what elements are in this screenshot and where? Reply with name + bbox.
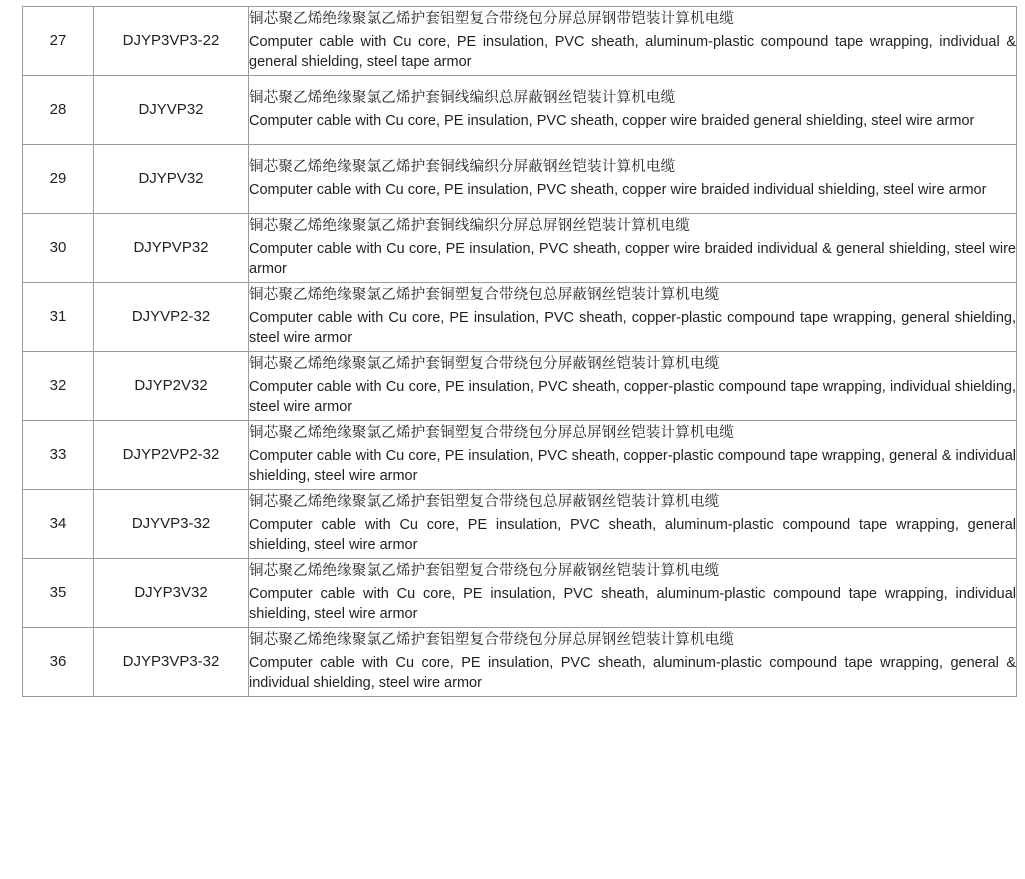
cell-description	[249, 214, 1017, 283]
cell-no: 30	[23, 214, 94, 283]
description-english: Computer cable with Cu core, PE insulation, PVC sheath, aluminum-plastic compound tape wrapping, general & individual shielding, steel wire armor	[249, 654, 1016, 692]
table-row	[23, 76, 1017, 145]
cell-model: DJYVP32	[94, 76, 249, 145]
description-chinese: 铜芯聚乙烯绝缘聚氯乙烯护套铝塑复合带绕包总屏蔽钢丝铠装计算机电缆	[249, 494, 720, 511]
description-chinese: 铜芯聚乙烯绝缘聚氯乙烯护套铜塑复合带绕包分屏总屏钢丝铠装计算机电缆	[249, 425, 735, 442]
cell-no: 31	[23, 283, 94, 352]
description-chinese: 铜芯聚乙烯绝缘聚氯乙烯护套铜塑复合带绕包分屏蔽钢丝铠装计算机电缆	[249, 356, 720, 373]
cell-no: 36	[23, 628, 94, 697]
table-body	[23, 7, 1017, 697]
description-english: Computer cable with Cu core, PE insulation, PVC sheath, copper wire braided individual & general shielding, steel wire armor	[249, 240, 1016, 278]
cell-model: DJYPV32	[94, 145, 249, 214]
cell-description	[249, 76, 1017, 145]
cell-model: DJYPVP32	[94, 214, 249, 283]
description-chinese: 铜芯聚乙烯绝缘聚氯乙烯护套铜线编织分屏总屏钢丝铠装计算机电缆	[249, 218, 690, 235]
description-chinese: 铜芯聚乙烯绝缘聚氯乙烯护套铜塑复合带绕包总屏蔽钢丝铠装计算机电缆	[249, 287, 720, 304]
table-row	[23, 214, 1017, 283]
cable-spec-table	[22, 6, 1017, 697]
table-row	[23, 490, 1017, 559]
table-row	[23, 7, 1017, 76]
description-chinese: 铜芯聚乙烯绝缘聚氯乙烯护套铝塑复合带绕包分屏总屏钢带铠装计算机电缆	[249, 11, 735, 28]
description-english: Computer cable with Cu core, PE insulation, PVC sheath, copper-plastic compound tape wrapping, general & individual shielding, steel wire armor	[249, 447, 1016, 485]
cell-no: 28	[23, 76, 94, 145]
description-english: Computer cable with Cu core, PE insulation, PVC sheath, copper wire braided individual shielding, steel wire armor	[249, 182, 987, 199]
description-english: Computer cable with Cu core, PE insulation, PVC sheath, aluminum-plastic compound tape wrapping, general shielding, steel wire armor	[249, 516, 1016, 554]
cell-no: 33	[23, 421, 94, 490]
description-english: Computer cable with Cu core, PE insulation, PVC sheath, aluminum-plastic compound tape wrapping, individual & general shielding, steel tape armor	[249, 33, 1016, 71]
cell-model: DJYP2VP2-32	[94, 421, 249, 490]
cell-description	[249, 559, 1017, 628]
cell-model: DJYVP2-32	[94, 283, 249, 352]
description-english: Computer cable with Cu core, PE insulation, PVC sheath, copper wire braided general shielding, steel wire armor	[249, 113, 975, 130]
description-english: Computer cable with Cu core, PE insulation, PVC sheath, aluminum-plastic compound tape wrapping, individual shielding, steel wire armor	[249, 585, 1016, 623]
cell-model: DJYVP3-32	[94, 490, 249, 559]
cell-description	[249, 7, 1017, 76]
description-chinese: 铜芯聚乙烯绝缘聚氯乙烯护套铝塑复合带绕包分屏总屏钢丝铠装计算机电缆	[249, 632, 735, 649]
cell-description	[249, 628, 1017, 697]
table-row	[23, 283, 1017, 352]
table-row	[23, 352, 1017, 421]
table-row	[23, 559, 1017, 628]
cell-description	[249, 283, 1017, 352]
description-chinese: 铜芯聚乙烯绝缘聚氯乙烯护套铜线编织总屏蔽钢丝铠装计算机电缆	[249, 90, 676, 107]
cell-description	[249, 145, 1017, 214]
description-chinese: 铜芯聚乙烯绝缘聚氯乙烯护套铜线编织分屏蔽钢丝铠装计算机电缆	[249, 159, 676, 176]
description-english: Computer cable with Cu core, PE insulation, PVC sheath, copper-plastic compound tape wrapping, general shielding, steel wire armor	[249, 309, 1016, 347]
cell-model: DJYP3VP3-32	[94, 628, 249, 697]
description-chinese: 铜芯聚乙烯绝缘聚氯乙烯护套铝塑复合带绕包分屏蔽钢丝铠装计算机电缆	[249, 563, 720, 580]
cell-description	[249, 421, 1017, 490]
cell-no: 34	[23, 490, 94, 559]
cell-model: DJYP3V32	[94, 559, 249, 628]
cell-description	[249, 352, 1017, 421]
table-row	[23, 628, 1017, 697]
description-english: Computer cable with Cu core, PE insulation, PVC sheath, copper-plastic compound tape wrapping, individual shielding, steel wire armor	[249, 378, 1016, 416]
cell-model: DJYP2V32	[94, 352, 249, 421]
cell-description	[249, 490, 1017, 559]
table-row	[23, 145, 1017, 214]
cell-no: 29	[23, 145, 94, 214]
cell-model: DJYP3VP3-22	[94, 7, 249, 76]
cell-no: 32	[23, 352, 94, 421]
table-row	[23, 421, 1017, 490]
cell-no: 27	[23, 7, 94, 76]
cell-no: 35	[23, 559, 94, 628]
